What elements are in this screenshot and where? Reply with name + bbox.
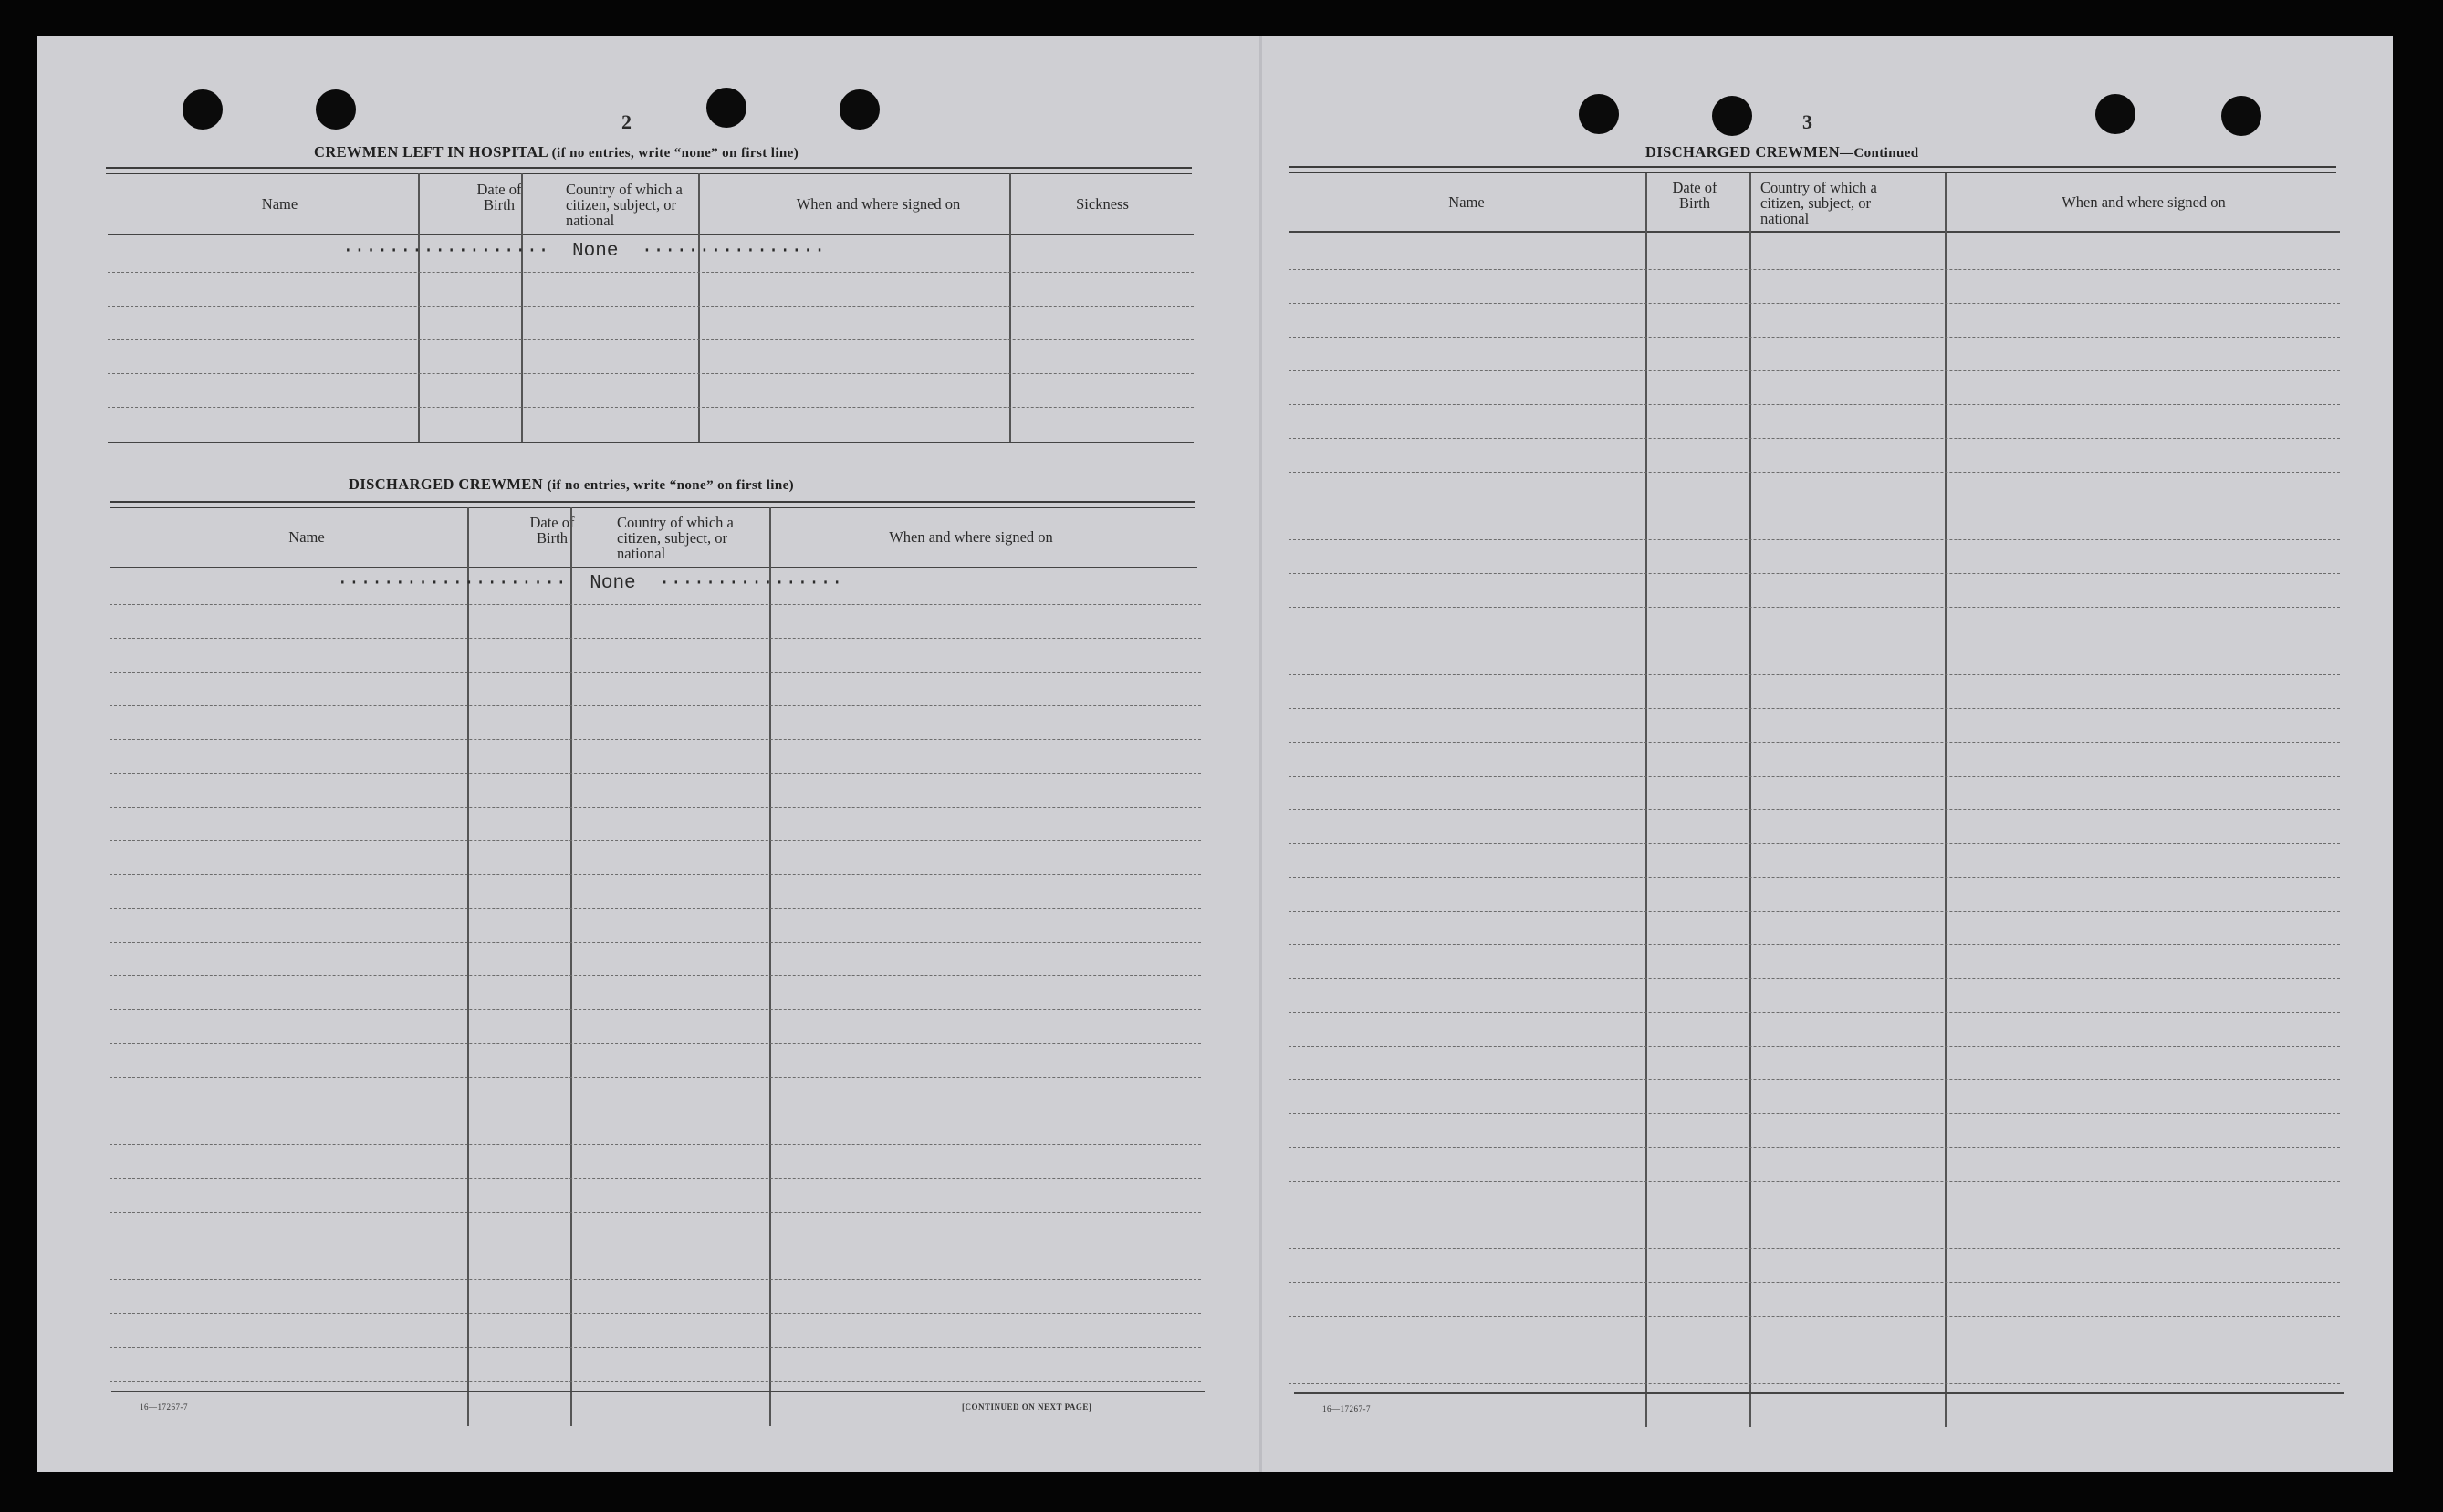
- table-row-line: [110, 739, 1201, 740]
- document-sheet: [37, 36, 2393, 1472]
- continued-note: [CONTINUED ON NEXT PAGE]: [962, 1403, 1092, 1412]
- column-header-date-of-birth: Date of Birth: [1672, 179, 1717, 212]
- hospital-entry-text: None: [572, 241, 619, 262]
- header-rule: [110, 501, 1195, 508]
- table-row-line: [1289, 404, 2340, 405]
- punch-hole: [2221, 96, 2261, 136]
- table-row-line: [108, 339, 1194, 340]
- table-row-line: [110, 773, 1201, 774]
- discharged-instruction: (if no entries, write “none” on first line): [547, 478, 795, 493]
- table-row-line: [110, 1212, 1201, 1213]
- table-row-line: [1289, 1316, 2340, 1317]
- column-divider: [1645, 173, 1647, 1427]
- table-row-line: [1289, 1012, 2340, 1013]
- table-row-line: [108, 407, 1194, 408]
- page-number: 3: [1802, 110, 1812, 133]
- column-header-country: Country of which a citizen, subject, or national: [566, 181, 683, 229]
- column-header-signed-on: When and where signed on: [796, 195, 961, 213]
- column-header-name: Name: [261, 195, 298, 213]
- column-divider: [418, 173, 420, 442]
- discharged-title-text: DISCHARGED CREWMEN: [349, 475, 544, 493]
- column-divider: [521, 173, 523, 442]
- table-row-line: [108, 306, 1194, 307]
- table-row-line: [1289, 438, 2340, 439]
- table-row-line: [1289, 1147, 2340, 1148]
- table-row-line: [110, 1009, 1201, 1010]
- table-row-line: [1289, 776, 2340, 777]
- table-row-line: [1289, 1079, 2340, 1080]
- column-header-country: Country of which a citizen, subject, or national: [617, 514, 734, 562]
- discharged-continued-title: [1645, 143, 1919, 162]
- table-row-line: [108, 272, 1194, 273]
- table-row-line: [1289, 911, 2340, 912]
- table-row-line: [110, 1043, 1201, 1044]
- table-row-line: [110, 1381, 1201, 1382]
- table-row-line: [110, 1313, 1201, 1314]
- table-row-line: [1289, 944, 2340, 945]
- table-row-line: [110, 638, 1201, 639]
- form-number: 16—17267-7: [140, 1403, 188, 1412]
- column-divider: [698, 173, 700, 442]
- form-number: 16—17267-7: [1322, 1404, 1371, 1413]
- punch-hole: [183, 89, 223, 130]
- header-rule: [1289, 166, 2336, 173]
- discharged-continued-title-text: DISCHARGED CREWMEN: [1645, 143, 1841, 161]
- table-bottom-rule: [1294, 1392, 2344, 1394]
- table-row-line: [1289, 877, 2340, 878]
- table-row-line: [110, 975, 1201, 976]
- column-header-date-of-birth: Date of Birth: [529, 514, 575, 547]
- column-divider: [570, 507, 572, 1426]
- table-row-line: [110, 942, 1201, 943]
- table-row-line: [110, 1347, 1201, 1348]
- table-row-line: [1289, 674, 2340, 675]
- punch-hole: [2095, 94, 2135, 134]
- punch-hole: [316, 89, 356, 130]
- table-row-line: [110, 807, 1201, 808]
- discharged-entry-text: None: [590, 573, 636, 594]
- punch-hole: [1712, 96, 1752, 136]
- table-row-line: [110, 672, 1201, 673]
- table-row-line: [110, 908, 1201, 909]
- header-rule: [106, 167, 1192, 174]
- punch-hole: [840, 89, 880, 130]
- page-number: 2: [621, 110, 632, 133]
- column-header-rule: [1289, 231, 2340, 233]
- punch-hole: [1579, 94, 1619, 134]
- column-header-sickness: Sickness: [1076, 195, 1129, 213]
- column-divider: [1009, 173, 1011, 442]
- column-divider: [1945, 173, 1947, 1427]
- hospital-section-title: [314, 143, 799, 162]
- table-row-line: [110, 840, 1201, 841]
- table-row-line: [110, 1144, 1201, 1145]
- discharged-entry-none: ···················· None ················: [337, 573, 843, 594]
- column-divider: [769, 507, 771, 1426]
- table-row-line: [1289, 1248, 2340, 1249]
- column-header-country: Country of which a citizen, subject, or national: [1760, 179, 1877, 227]
- table-row-line: [1289, 1181, 2340, 1182]
- table-row-line: [1289, 303, 2340, 304]
- column-header-date-of-birth: Date of Birth: [476, 181, 522, 214]
- table-row-line: [1289, 607, 2340, 608]
- hospital-entry-none: ·················· None ················: [342, 241, 826, 262]
- table-row-line: [1289, 337, 2340, 338]
- table-row-line: [110, 1077, 1201, 1078]
- table-row-line: [1289, 809, 2340, 810]
- continued-suffix: —Continued: [1840, 146, 1919, 161]
- table-row-line: [110, 604, 1201, 605]
- column-header-name: Name: [1448, 193, 1485, 211]
- center-fold: [1259, 36, 1262, 1472]
- column-header-rule: [110, 567, 1197, 568]
- table-row-line: [110, 1279, 1201, 1280]
- table-row-line: [1289, 708, 2340, 709]
- column-header-signed-on: When and where signed on: [889, 528, 1053, 546]
- hospital-instruction: (if no entries, write “none” on first line): [551, 146, 799, 161]
- table-row-line: [1289, 843, 2340, 844]
- table-row-line: [1289, 742, 2340, 743]
- column-divider: [467, 507, 469, 1426]
- table-bottom-rule: [108, 442, 1194, 443]
- discharged-section-title: [349, 475, 794, 494]
- hospital-title-text: CREWMEN LEFT IN HOSPITAL: [314, 143, 548, 161]
- table-row-line: [110, 705, 1201, 706]
- table-row-line: [1289, 539, 2340, 540]
- table-row-line: [110, 1178, 1201, 1179]
- column-header-signed-on: When and where signed on: [2062, 193, 2226, 211]
- table-row-line: [1289, 1046, 2340, 1047]
- table-row-line: [110, 874, 1201, 875]
- table-row-line: [1289, 978, 2340, 979]
- table-row-line: [1289, 1383, 2340, 1384]
- table-row-line: [1289, 1282, 2340, 1283]
- table-row-line: [1289, 269, 2340, 270]
- table-row-line: [1289, 472, 2340, 473]
- table-row-line: [1289, 1113, 2340, 1114]
- column-header-name: Name: [288, 528, 325, 546]
- table-row-line: [1289, 573, 2340, 574]
- column-divider: [1749, 173, 1751, 1427]
- table-bottom-rule: [111, 1391, 1205, 1392]
- punch-hole: [706, 88, 746, 128]
- table-row-line: [1289, 370, 2340, 371]
- table-row-line: [108, 373, 1194, 374]
- column-header-rule: [108, 234, 1194, 235]
